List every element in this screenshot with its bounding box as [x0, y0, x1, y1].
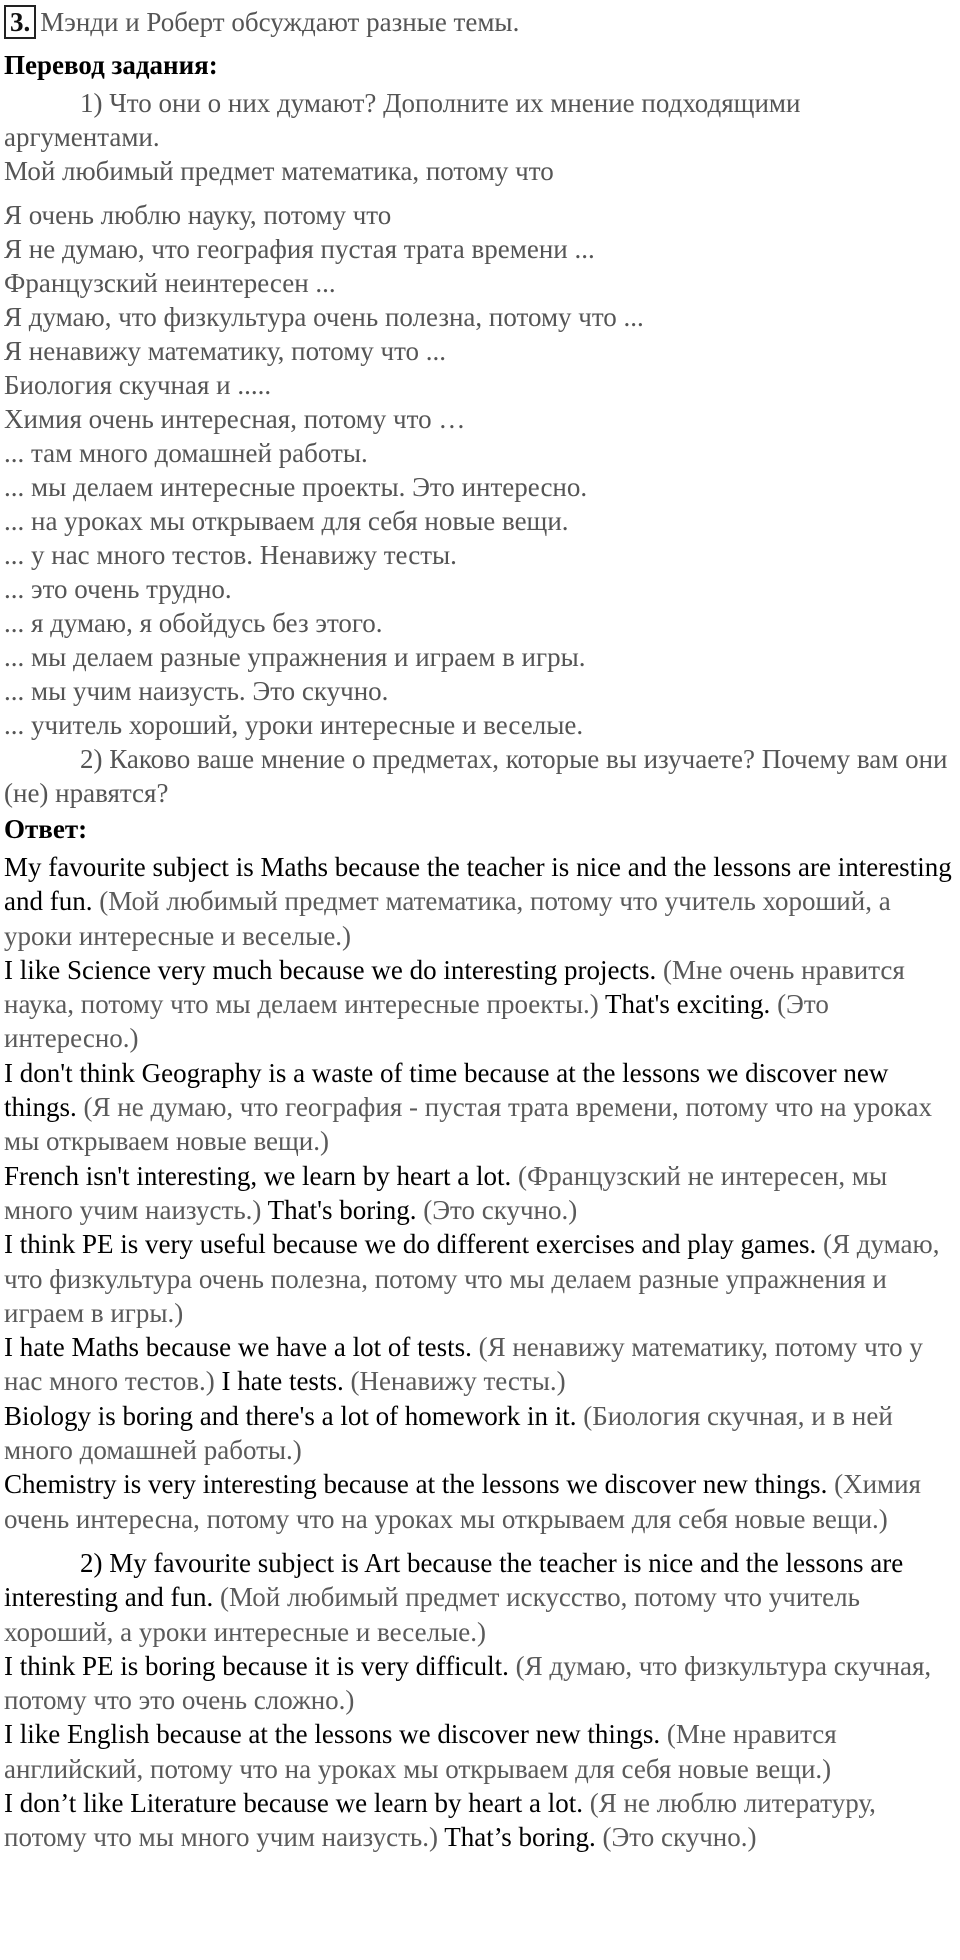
- answer-paragraph: [4, 1399, 954, 1468]
- answer-block-1: [4, 850, 954, 1536]
- answer-paragraph: [4, 1467, 954, 1536]
- answer-russian: (Биология скучная, и в ней много домашней работы.): [4, 1400, 893, 1466]
- answer-english: 2) My favourite subject is Art because the teacher is nice and the lessons are interesting and fun.: [4, 1547, 904, 1613]
- question-2: 2) Каково ваше мнение о предметах, которые вы изучаете? Почему вам они (не) нравятся?: [4, 744, 948, 808]
- answer-english: I hate tests.: [221, 1366, 344, 1397]
- answer-russian: (Химия очень интересна, потому что на уроках мы открываем для себя новые вещи.): [4, 1469, 921, 1534]
- task-number: 3.: [4, 5, 36, 39]
- answer-paragraph: [4, 953, 954, 1056]
- question-line: ... мы учим наизусть. Это скучно.: [4, 676, 389, 706]
- answer-block-2: [4, 1546, 954, 1855]
- answer-paragraph: [4, 1330, 954, 1399]
- answer-english: I think PE is very useful because we do different exercises and play games.: [4, 1229, 817, 1260]
- answer-english: That's boring.: [267, 1194, 417, 1225]
- question-line: ... у нас много тестов. Ненавижу тесты.: [4, 540, 457, 570]
- answer-english: That’s boring.: [444, 1822, 596, 1853]
- answer-heading: Ответ:: [4, 814, 88, 844]
- answer-paragraph: [4, 1227, 954, 1330]
- answer-russian: (Ненавижу тесты.): [350, 1366, 566, 1397]
- answer-russian: (Это скучно.): [423, 1194, 578, 1225]
- question-line: ... это очень трудно.: [4, 574, 232, 604]
- answer-russian: (Я не думаю, что география - пустая трата времени, потому что на уроках мы открываем новые вещи.): [4, 1092, 932, 1157]
- answer-english: I don't think Geography is a waste of time because at the lessons we discover new things.: [4, 1057, 889, 1123]
- answer-russian: (Мой любимый предмет искусство, потому что учитель хороший, а уроки интересные и веселые.): [4, 1582, 860, 1647]
- answer-paragraph: [4, 850, 954, 953]
- answer-english: My favourite subject is Maths because the teacher is nice and the lessons are interesting and fun.: [4, 852, 952, 917]
- answer-english: Chemistry is very interesting because at the lessons we discover new things.: [4, 1469, 828, 1500]
- answer-english: French isn't interesting, we learn by heart a lot.: [4, 1160, 512, 1191]
- answer-english: I think PE is boring because it is very difficult.: [4, 1650, 509, 1681]
- question-line: ... учитель хороший, уроки интересные и веселые.: [4, 710, 584, 740]
- answer-russian: (Мой любимый предмет математика, потому что учитель хороший, а уроки интересные и веселые.): [4, 886, 891, 951]
- answer-english: I hate Maths because we have a lot of tests.: [4, 1332, 472, 1363]
- answer-english: That's exciting.: [604, 989, 771, 1020]
- answer-english: I like Science very much because we do interesting projects.: [4, 954, 657, 985]
- question-line: ... мы делаем интересные проекты. Это интересно.: [4, 472, 588, 502]
- question-line: Французский неинтересен ...: [4, 268, 336, 298]
- answer-russian: (Мне нравится английский, потому что на уроках мы открываем для себя новые вещи.): [4, 1719, 837, 1784]
- answer-russian: (Я ненавижу математику, потому что у нас много тестов.): [4, 1332, 923, 1397]
- question-line: ... там много домашней работы.: [4, 438, 368, 468]
- answer-paragraph: [4, 1159, 954, 1228]
- answer-russian: (Это скучно.): [602, 1822, 757, 1853]
- question-line: Я думаю, что физкультура очень полезна, потому что ...: [4, 302, 644, 332]
- question-line: Химия очень интересная, потому что …: [4, 404, 466, 434]
- answer-paragraph: [4, 1786, 954, 1855]
- answer-russian: (Я думаю, что физкультура очень полезна, потому что мы делаем разные упражнения и играем в игры.): [4, 1229, 940, 1328]
- translation-heading: Перевод задания:: [4, 50, 218, 80]
- question-line: ... я думаю, я обойдусь без этого.: [4, 608, 383, 638]
- answer-russian: (Мне очень нравится наука, потому что мы делаем интересные проекты.): [4, 954, 905, 1020]
- answer-paragraph: [4, 1056, 954, 1159]
- task-header: [4, 2, 954, 42]
- question-line: Я ненавижу математику, потому что ...: [4, 336, 447, 366]
- answer-paragraph: [4, 1649, 954, 1718]
- question-line: Биология скучная и .....: [4, 370, 272, 400]
- task-text: Мэнди и Роберт обсуждают разные темы.: [40, 6, 520, 37]
- answer-russian: (Это интересно.): [4, 989, 829, 1054]
- answer-russian: (Я думаю, что физкультура скучная, потому что это очень сложно.): [4, 1650, 932, 1716]
- question-line: Мой любимый предмет математика, потому что: [4, 156, 554, 186]
- question-line: ... на уроках мы открываем для себя новые вещи.: [4, 506, 569, 536]
- answer-english: Biology is boring and there's a lot of homework in it.: [4, 1400, 577, 1431]
- answer-paragraph: [4, 1546, 954, 1649]
- question-line: Я не думаю, что география пустая трата времени ...: [4, 234, 595, 264]
- answer-english: I don’t like Literature because we learn by heart a lot.: [4, 1788, 583, 1819]
- question-line: ... мы делаем разные упражнения и играем в игры.: [4, 642, 586, 672]
- question-1-intro: 1) Что они о них думают? Дополните их мнение подходящими аргументами.: [4, 88, 801, 152]
- answer-paragraph: [4, 1717, 954, 1786]
- answer-russian: (Французский не интересен, мы много учим наизусть.): [4, 1160, 888, 1225]
- answer-english: I like English because at the lessons we discover new things.: [4, 1719, 661, 1750]
- answer-russian: (Я не люблю литературу, потому что мы много учим наизусть.): [4, 1788, 876, 1853]
- question-line: Я очень люблю науку, потому что: [4, 200, 392, 230]
- task-translation: [4, 86, 954, 810]
